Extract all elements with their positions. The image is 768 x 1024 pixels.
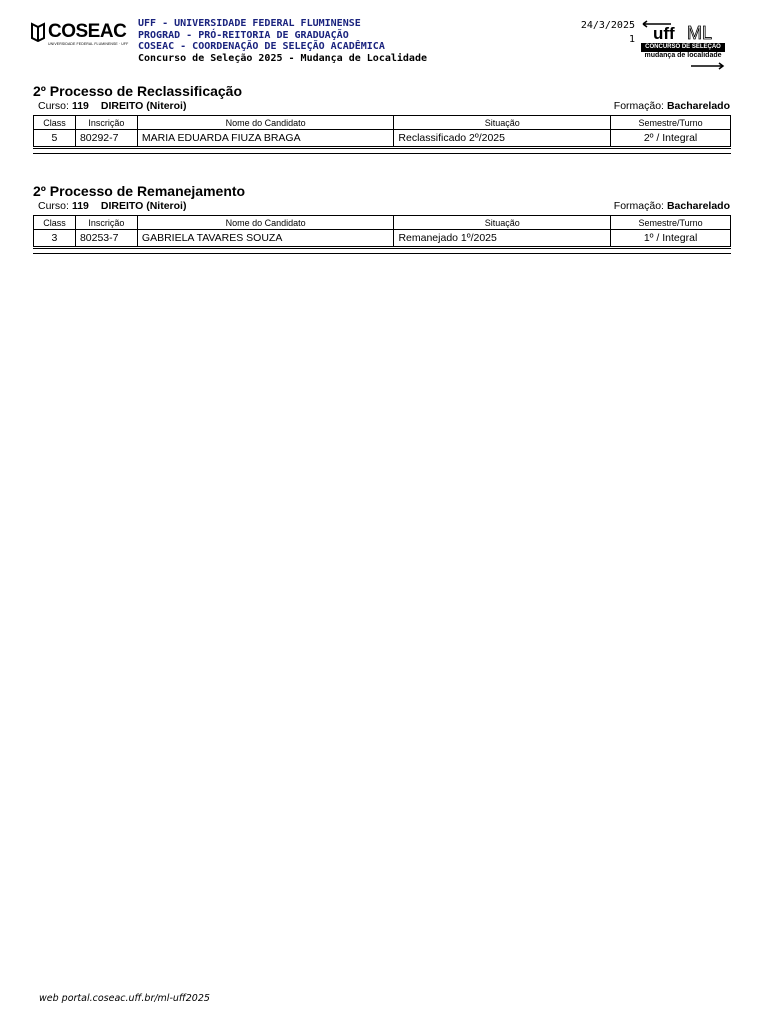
section-meta [33, 100, 733, 114]
section-title: 2º Processo de Reclassificação [33, 83, 243, 99]
results-table [33, 215, 731, 249]
institution-line-4: Concurso de Seleção 2025 - Mudança de Localidade [138, 52, 427, 64]
curso-label: Curso: [38, 100, 69, 112]
table-row [34, 230, 731, 248]
section-divider [33, 153, 731, 154]
ml-logo [641, 19, 729, 69]
curso-label: Curso: [38, 200, 69, 212]
cell-situacao: Remanejado 1º/2025 [394, 230, 611, 248]
table-header-row [34, 216, 731, 230]
col-class: Class [34, 116, 76, 130]
cell-inscricao: 80253-7 [75, 230, 137, 248]
ml-subtitle: mudança de localidade [644, 52, 722, 59]
col-semestre-turno: Semestre/Turno [611, 116, 731, 130]
section-title: 2º Processo de Remanejamento [33, 183, 246, 199]
coseac-book-icon [30, 22, 46, 42]
section-meta [33, 200, 733, 214]
logo-wordmark: COSEAC [48, 21, 127, 42]
col-semestre-turno: Semestre/Turno [611, 216, 731, 230]
curso-name: DIREITO (Niteroi) [100, 100, 187, 112]
formacao-value: Bacharelado [666, 100, 730, 112]
col-inscricao: Inscrição [75, 116, 137, 130]
table-header-row [34, 116, 731, 130]
section-divider [33, 253, 731, 254]
formacao-value: Bacharelado [666, 200, 730, 212]
arrow-right-icon [641, 61, 727, 71]
table-row [34, 130, 731, 148]
ml-badge: CONCURSO DE SELEÇÃO [641, 43, 725, 52]
institution-line-1: UFF - UNIVERSIDADE FEDERAL FLUMINENSE [138, 18, 361, 29]
col-situacao: Situação [394, 116, 611, 130]
cell-turno: 2º / Integral [611, 130, 731, 148]
arrow-left-icon [641, 19, 727, 43]
cell-nome: GABRIELA TAVARES SOUZA [137, 230, 394, 248]
col-inscricao: Inscrição [75, 216, 137, 230]
footer-url[interactable]: web portal.coseac.uff.br/ml-uff2025 [39, 993, 210, 1004]
cell-turno: 1º / Integral [611, 230, 731, 248]
section-reclassificacao [33, 83, 733, 154]
cell-nome: MARIA EDUARDA FIUZA BRAGA [137, 130, 394, 148]
institution-line-2: PROGRAD - PRÓ-REITORIA DE GRADUAÇÃO [138, 29, 349, 41]
report-date: 24/3/2025 [580, 20, 635, 31]
logo-subtext: UNIVERSIDADE FEDERAL FLUMINENSE · UFF [48, 42, 129, 46]
date-block [581, 19, 635, 47]
col-situacao: Situação [394, 216, 611, 230]
page-number: 1 [628, 34, 635, 45]
cell-class: 3 [34, 230, 76, 248]
formacao-label: Formação: [613, 200, 664, 212]
cell-inscricao: 80292-7 [75, 130, 137, 148]
col-nome: Nome do Candidato [137, 116, 394, 130]
cell-situacao: Reclassificado 2º/2025 [394, 130, 611, 148]
page-header [0, 0, 768, 80]
curso-info [38, 100, 186, 112]
formacao-info [614, 200, 730, 212]
curso-name: DIREITO (Niteroi) [100, 200, 187, 212]
ml-uff-text: uff [653, 24, 675, 43]
institution-line-3: COSEAC - COORDENAÇÃO DE SELEÇÃO ACADÊMICA [138, 41, 385, 52]
institution-block [138, 18, 427, 64]
results-table [33, 115, 731, 149]
curso-code: 119 [71, 200, 89, 212]
coseac-logo [30, 20, 129, 48]
ml-letters: ML [687, 23, 713, 43]
curso-code: 119 [71, 100, 89, 112]
formacao-info [614, 100, 730, 112]
formacao-label: Formação: [613, 100, 664, 112]
col-nome: Nome do Candidato [137, 216, 394, 230]
col-class: Class [34, 216, 76, 230]
section-remanejamento [33, 183, 733, 254]
curso-info [38, 200, 186, 212]
cell-class: 5 [34, 130, 76, 148]
